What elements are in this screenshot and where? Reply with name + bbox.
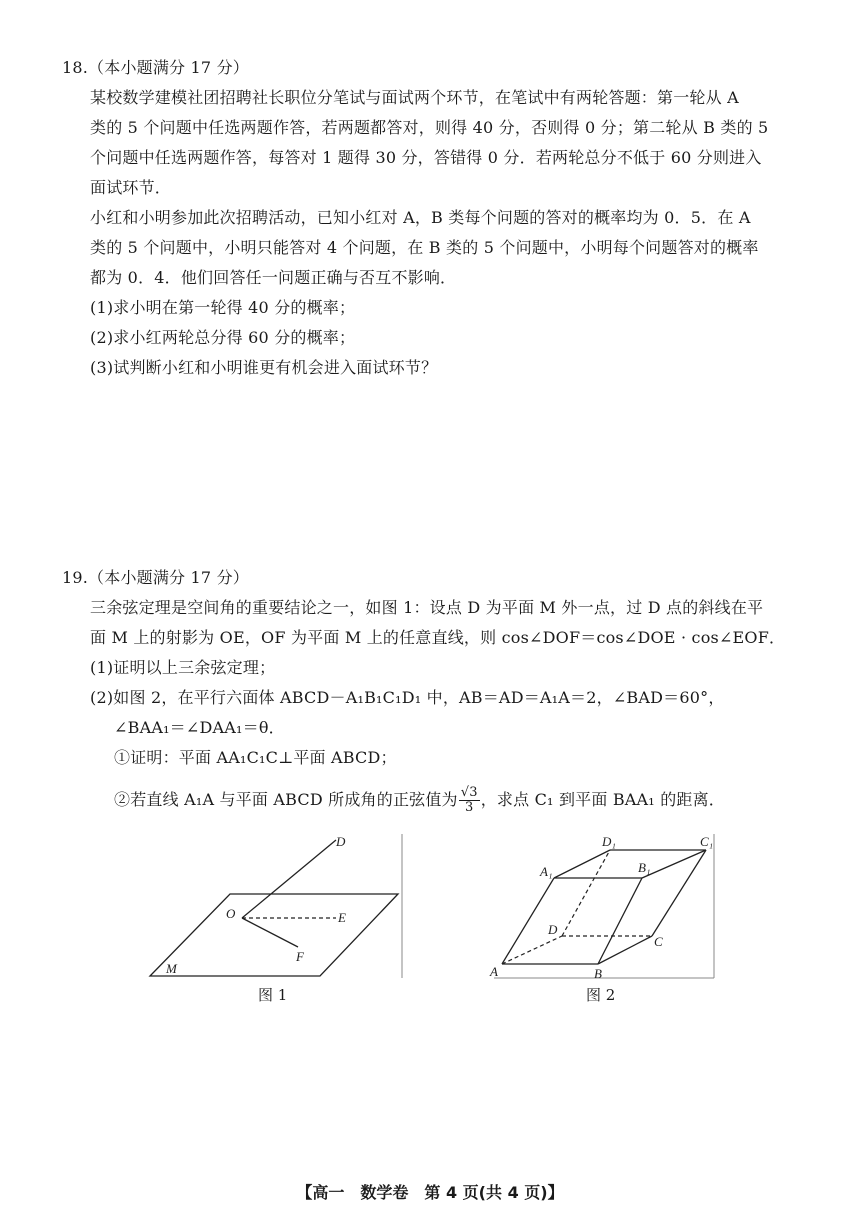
edge-bc [598, 936, 652, 964]
q18-line-6: 类的 5 个问题中，小明只能答对 4 个问题，在 B 类的 5 个问题中，小明每个问题答对的概率 [90, 238, 759, 257]
label-d: D [336, 834, 346, 849]
edge-dd1 [562, 850, 610, 936]
label-e: E [338, 910, 346, 925]
q18-part-3: (3)试判断小红和小明谁更有机会进入面试环节？ [90, 358, 438, 377]
sqrt3-over-3-fraction [459, 786, 480, 815]
line-of [242, 918, 298, 947]
edge-bb1 [598, 878, 642, 964]
edge-cc1 [652, 850, 706, 936]
q19-part-2-line-1: (2)如图 2，在平行六面体 ABCD－A₁B₁C₁D₁ 中，AB＝AD＝A₁A＝2，∠BAD＝60°， [90, 688, 725, 707]
q18-line-5: 小红和小明参加此次招聘活动，已知小红对 A，B 类每个问题的答对的概率均为 0．5．在 A [90, 208, 751, 227]
q18-line-1: 某校数学建模社团招聘社长职位分笔试与面试两个环节，在笔试中有两轮答题：第一轮从 A [90, 88, 739, 107]
label-d1: D₁ [602, 834, 616, 849]
q18-part-1: (1)求小明在第一轮得 40 分的概率； [90, 298, 356, 317]
label-b1: B₁ [638, 860, 651, 875]
q18-line-7: 都为 0．4．他们回答任一问题正确与否互不影响． [90, 268, 457, 287]
line-od [242, 840, 336, 918]
label-a1: A₁ [540, 864, 553, 879]
label-c: C [654, 934, 663, 949]
q19-sub-2 [114, 786, 834, 815]
q19-part-2-line-2: ∠BAA₁＝∠DAA₁＝θ． [114, 718, 285, 737]
label-c1: C₁ [700, 834, 714, 849]
q19-sub-2-after: ，求点 C₁ 到平面 BAA₁ 的距离． [480, 790, 726, 809]
label-m: M [166, 961, 177, 976]
figure-1-caption: 图 1 [258, 986, 288, 1004]
q18-header: 18.（本小题满分 17 分） [62, 58, 249, 77]
fraction-denominator: 3 [464, 800, 474, 815]
label-a: A [490, 964, 498, 979]
q19-header: 19.（本小题满分 17 分） [62, 568, 249, 587]
q19-part-1: (1)证明以上三余弦定理； [90, 658, 276, 677]
q18-line-3: 个问题中任选两题作答，每答对 1 题得 30 分，答错得 0 分．若两轮总分不低于 60 分则进入 [90, 148, 762, 167]
q19-sub-2-before: ②若直线 A₁A 与平面 ABCD 所成角的正弦值为 [114, 790, 458, 809]
figure-2-diagram [486, 826, 718, 986]
figure-1-diagram [140, 826, 420, 986]
q19-line-1: 三余弦定理是空间角的重要结论之一，如图 1：设点 D 为平面 M 外一点，过 D 点的斜线在平 [90, 598, 764, 617]
q18-line-4: 面试环节． [90, 178, 172, 197]
label-b: B [594, 966, 602, 981]
edge-b1c1 [642, 850, 706, 878]
edge-aa1 [502, 878, 554, 964]
q18-line-2: 类的 5 个问题中任选两题作答，若两题都答对，则得 40 分，否则得 0 分；第二轮从 B 类的 5 [90, 118, 769, 137]
figure-2-caption: 图 2 [586, 986, 616, 1004]
page-footer: 【高一 数学卷 第 4 页(共 4 页)】 [296, 1183, 564, 1202]
q19-sub-1: ①证明：平面 AA₁C₁C⊥平面 ABCD； [114, 748, 397, 767]
edge-a1d1 [554, 850, 610, 878]
fraction-numerator: √3 [460, 785, 478, 800]
label-d-2: D [548, 922, 558, 937]
label-o: O [226, 906, 236, 921]
q19-line-2: 面 M 上的射影为 OE，OF 为平面 M 上的任意直线，则 cos∠DOF＝cos∠DOE · cos∠EOF． [90, 628, 786, 647]
label-f: F [296, 949, 304, 964]
q18-part-2: (2)求小红两轮总分得 60 分的概率； [90, 328, 356, 347]
